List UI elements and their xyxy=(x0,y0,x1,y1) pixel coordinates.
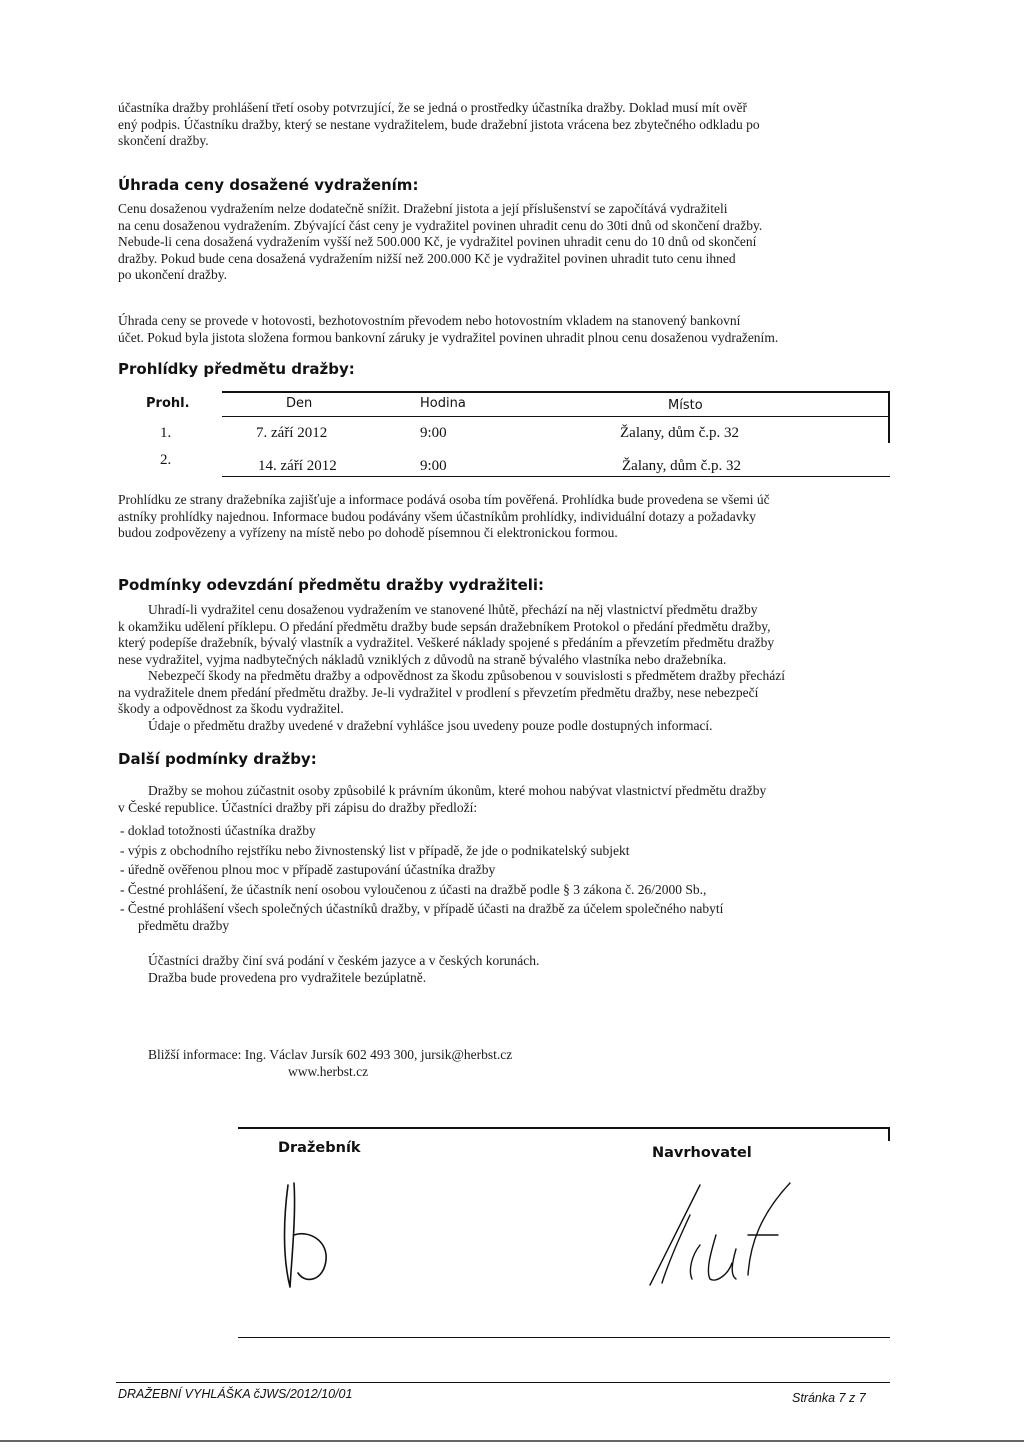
list-item: předmětu dražby xyxy=(138,917,230,933)
col-header-den: Den xyxy=(286,396,313,411)
cell-date: 14. září 2012 xyxy=(258,458,337,474)
list-item: - úředně ověřenou plnou moc v případě zastupování účastníka dražby xyxy=(120,862,496,877)
podminky-line: Uhradí-li vydražitel cenu dosaženou vydražením ve stanovené lhůtě, přechází na něj vlastnictví předmětu dražby xyxy=(148,602,758,617)
cell-time: 9:00 xyxy=(420,458,447,474)
prohlidky-line: astníky prohlídky najednou. Informace budou podávány všem účastníkům prohlídky, individuální dotazy a požadavky xyxy=(118,508,756,524)
uhrada-line: Úhrada ceny se provede v hotovosti, bezhotovostním převodem nebo hotovostním vkladem na stanovený bankovní xyxy=(118,313,741,328)
podminky-line: Údaje o předmětu dražby uvedené v dražební vyhlášce jsou uvedeny pouze podle dostupných informací. xyxy=(148,717,713,733)
dalsi-line: Dražby se mohou zúčastnit osoby způsobilé k právním úkonům, které mohou nabývat vlastnictví předmětu dražby xyxy=(148,783,767,798)
list-item: - Čestné prohlášení, že účastník není osobou vyloučenou z účasti na dražbě podle § 3 zákona č. 26/2000 Sb., xyxy=(120,881,707,897)
signature-bottom-rule xyxy=(238,1337,890,1338)
cell-date: 7. září 2012 xyxy=(256,425,328,441)
closing-line: Účastníci dražby činí svá podání v českém jazyce a v českých korunách. xyxy=(148,953,540,968)
col-header-hodina: Hodina xyxy=(420,396,466,411)
footer-page-number: Stránka 7 z 7 xyxy=(792,1391,866,1405)
uhrada-line: na cenu dosaženou vydražením. Zbývající část ceny je vydražitel povinen uhradit cenu do 30ti dnů od skončení dražby. xyxy=(118,217,763,233)
intro-line: ený podpis. Účastníku dražby, který se nestane vydražitelem, bude dražební jistota vrácena bez zbytečného odkladu po xyxy=(118,116,760,132)
uhrada-line: dražby. Pokud bude cena dosažená vydražením nižší než 200.000 Kč je vydražitel povinen uhradit tuto cenu ihned xyxy=(118,250,736,266)
prohlidky-line: Prohlídku ze strany dražebníka zajišťuje a informace podává osoba tím pověřená. Prohlídka bude provedena se všemi úč xyxy=(118,492,770,507)
footer-doc-number: JWS/2012/10/01 xyxy=(260,1387,353,1401)
podminky-line: škody a odpovědnost za škodu vydražitel. xyxy=(118,701,344,716)
uhrada-paragraph-1 xyxy=(118,201,762,284)
dalsi-heading: Další podmínky dražby: xyxy=(118,750,317,768)
uhrada-line: Cenu dosaženou vydražením nelze dodatečně snížit. Dražební jistota a její příslušenství se započítává vydražiteli xyxy=(118,201,728,216)
table-bottom-rule xyxy=(222,476,890,477)
cell-number: 1. xyxy=(160,425,172,441)
table-right-edge xyxy=(888,391,890,443)
footer-rule xyxy=(116,1382,890,1383)
intro-line: účastníka dražby prohlášení třetí osoby potvrzující, že se jedná o prostředky účastníka dražby. Doklad musí mít ověř xyxy=(118,100,747,115)
podminky-line: k okamžiku udělení příklepu. O předání předmětu dražby bude sepsán dražebníkem Protokol o předání předmětu dražby, xyxy=(118,618,771,634)
dalsi-line: v České republice. Účastníci dražby při zápisu do dražby předloží: xyxy=(118,799,478,815)
intro-paragraph xyxy=(118,100,760,150)
prohlidky-heading: Prohlídky předmětu dražby: xyxy=(118,360,355,378)
prohlidky-paragraph xyxy=(118,492,770,542)
col-header-misto: Místo xyxy=(668,398,703,413)
list-item: - doklad totožnosti účastníka dražby xyxy=(120,823,316,838)
uhrada-heading: Úhrada ceny dosažené vydražením: xyxy=(118,176,419,194)
scan-edge-line xyxy=(0,1440,1024,1442)
auctioneer-signature xyxy=(268,1175,348,1295)
proposer-label: Navrhovatel xyxy=(652,1145,752,1161)
uhrada-line: účet. Pokud byla jistota složena formou bankovní záruky je vydražitel povinen uhradit plnou cenu dosaženou vydražením. xyxy=(118,329,779,345)
table-header-rule xyxy=(222,416,890,417)
table-top-rule xyxy=(222,391,890,393)
cell-number: 2. xyxy=(160,452,172,468)
auctioneer-label: Dražebník xyxy=(278,1140,361,1156)
podminky-line: nese vydražitel, vyjma nadbytečných nákladů vzniklých z důvodů na straně bývalého vlastníka nebo dražebníka. xyxy=(118,651,727,667)
cell-time: 9:00 xyxy=(420,425,447,441)
uhrada-line: po ukončení dražby. xyxy=(118,267,227,282)
podminky-line: Nebezpečí škody na předmětu dražby a odpovědnost za škodu způsobenou v souvislosti s předmětem dražby přechází xyxy=(148,668,785,683)
cell-place: Žalany, dům č.p. 32 xyxy=(622,458,741,474)
cell-place: Žalany, dům č.p. 32 xyxy=(620,425,739,441)
podminky-line: na vydražitele dnem předání předmětu dražby. Je-li vydražitel v prodlení s převzetím předmětu dražby, nese nebezpečí xyxy=(118,684,759,700)
signature-top-rule xyxy=(238,1127,890,1129)
uhrada-line: Nebude-li cena dosažená vydražením vyšší než 500.000 Kč, je vydražitel povinen uhradit cenu do 10 dnů od skončení xyxy=(118,234,757,249)
intro-line: skončení dražby. xyxy=(118,133,209,148)
proposer-signature xyxy=(640,1175,800,1295)
list-item: - výpis z obchodního rejstříku nebo živnostenský list v případě, že jde o podnikatelský subjekt xyxy=(120,842,630,858)
uhrada-paragraph-2 xyxy=(118,313,778,346)
closing-line: Dražba bude provedena pro vydražitele bezúplatně. xyxy=(148,969,427,985)
prohlidky-line: budou zodpovězeny a vyřízeny na místě nebo po dohodě písemnou či elektronickou formou. xyxy=(118,525,618,540)
dalsi-paragraph xyxy=(118,783,766,816)
closing-paragraph xyxy=(148,953,539,986)
required-documents-list xyxy=(120,823,723,934)
contact-website: www.herbst.cz xyxy=(288,1064,369,1079)
list-item: - Čestné prohlášení všech společných účastníků dražby, v případě účasti na dražbě za účelem společného nabytí xyxy=(120,901,724,916)
contact-info: Bližší informace: Ing. Václav Jursík 602 493 300, jursik@herbst.cz xyxy=(148,1047,513,1062)
podminky-line: který podepíše dražebník, bývalý vlastník a vydražitel. Veškeré náklady spojené s předáním a převzetím předmětu dražby xyxy=(118,635,775,650)
podminky-heading: Podmínky odevzdání předmětu dražby vydražiteli: xyxy=(118,576,545,594)
podminky-paragraph xyxy=(118,602,785,734)
col-header-prohl: Prohl. xyxy=(146,396,190,411)
signature-corner xyxy=(888,1127,890,1141)
footer-title: DRAŽEBNÍ VYHLÁŠKA č. xyxy=(118,1387,264,1401)
